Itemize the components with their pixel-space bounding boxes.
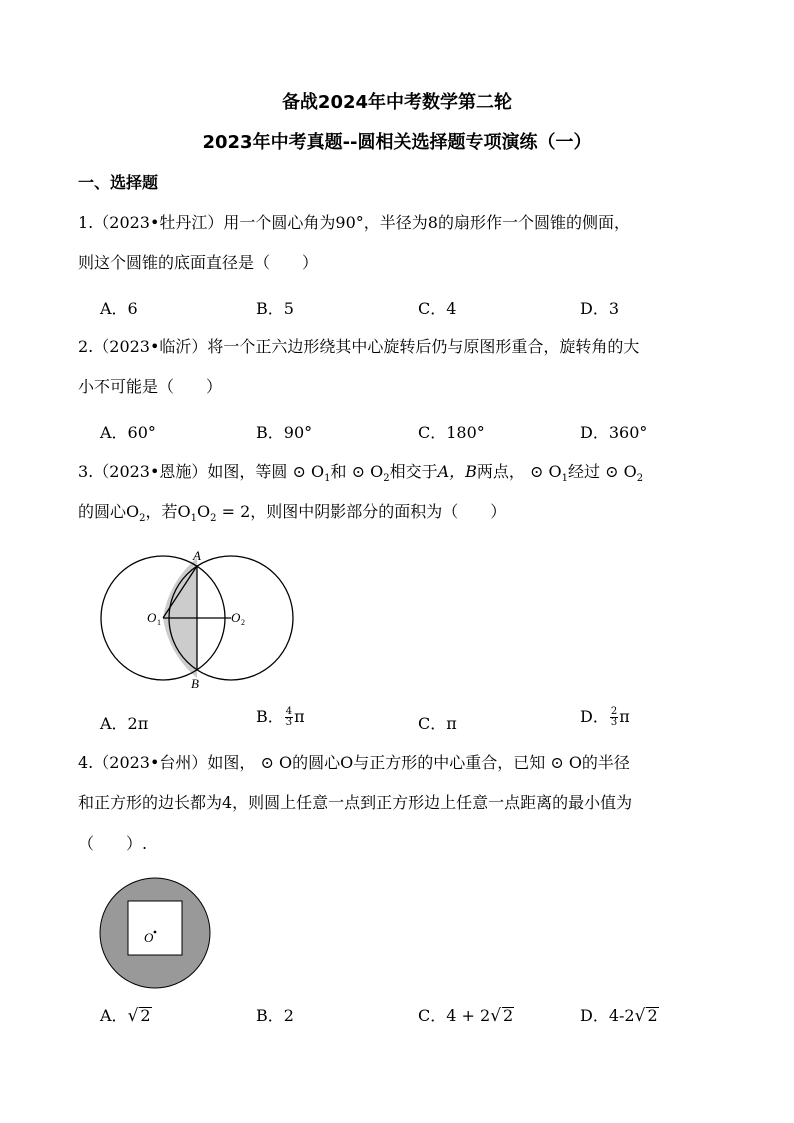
page-title: 备战2024年中考数学第二轮	[281, 92, 513, 113]
q3-label-o2: O	[231, 610, 241, 625]
q4-option-d: D．4-2√ 2	[580, 1006, 658, 1026]
q4-center-dot	[154, 931, 157, 934]
q3-line2: 的圆心$O_2$，若$O_1O_2 = 2$，则图中阴影部分的面积为（ ）	[78, 502, 507, 525]
q1-line2: 则这个圆锥的底面直径是（ ）	[78, 253, 319, 272]
q2-option-d: D．360°	[580, 423, 648, 442]
q4-square	[128, 901, 182, 955]
q3-label-o2-sub: 2	[241, 618, 245, 627]
q1-option-b: B．5	[256, 299, 294, 318]
q4-line2: 和正方形的边长都为4，则圆上任意一点到正方形边上任意一点距离的最小值为	[78, 793, 633, 812]
q4-figure	[98, 876, 212, 990]
q2-option-a: A．60°	[100, 423, 156, 442]
q4-label-o: O	[144, 930, 154, 945]
q3-option-b: B． $\frac{4}{3}$ π	[256, 706, 305, 728]
q1-line1: 1.（2023•牡丹江）用一个圆心角为90°，半径为8的扇形作一个圆锥的侧面，	[78, 213, 630, 232]
q3-option-d: D． $\frac{2}{3}$ π	[580, 706, 630, 728]
q2-line2: 小不可能是（ ）	[78, 377, 223, 396]
q3-label-o1: O	[147, 610, 157, 625]
q1-option-a: A．6	[100, 299, 138, 318]
q4-option-b: B．2	[256, 1006, 294, 1025]
page-subtitle: 2023年中考真题--圆相关选择题专项演练（一）	[202, 132, 592, 153]
section-heading: 一、选择题	[78, 173, 159, 192]
q3-label-o1-sub: 1	[157, 618, 161, 627]
q4-option-a: A．√ 2	[100, 1006, 151, 1026]
q3-label-b: B	[191, 676, 199, 691]
q4-option-c: C．4 + 2√ 2	[418, 1006, 514, 1026]
q1-option-d: D．3	[580, 299, 620, 318]
q2-option-b: B．90°	[256, 423, 313, 442]
q3-option-a: A．2π	[100, 714, 149, 733]
q3-line1: 3.（2023•恩施）如图，等圆 ⊙ $O_1$和 ⊙ $O_2$相交于A，B两点， ⊙ $O_1$经过 ⊙ $O_2$	[78, 462, 644, 485]
q1-option-c: C．4	[418, 299, 457, 318]
q3-figure-lines	[95, 540, 305, 695]
q4-line3: （ ）.	[78, 834, 148, 853]
q3-option-c: C．π	[418, 714, 457, 733]
q2-line1: 2.（2023•临沂）将一个正六边形绕其中心旋转后仍与原图形重合，旋转角的大	[78, 337, 640, 356]
q2-option-c: C．180°	[418, 423, 485, 442]
q4-line1: 4.（2023•台州）如图， ⊙ O的圆心O与正方形的中心重合，已知 ⊙ O的半径	[78, 753, 630, 772]
q3-label-a: A	[193, 548, 201, 563]
